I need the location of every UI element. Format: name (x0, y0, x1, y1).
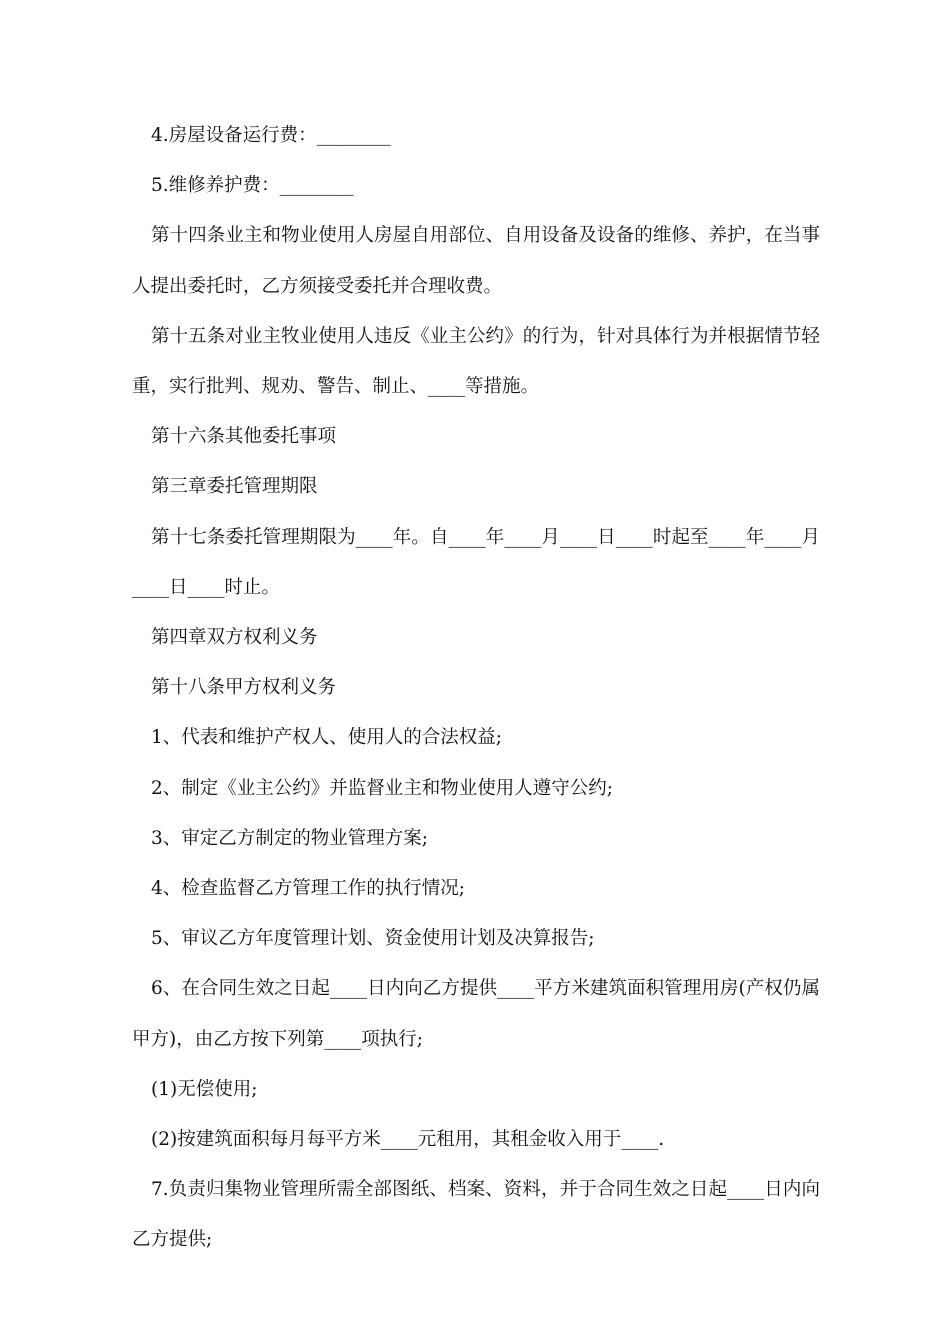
paragraph-maintenance-fee: 5.维修养护费：________ (151, 175, 354, 197)
list-subitem-2: (2)按建筑面积每月每平方米____元租用，其租金收入用于____. (151, 1129, 665, 1151)
list-subitem-1: (1)无偿使用; (151, 1078, 258, 1100)
paragraph-article-16: 第十六条其他委托事项 (151, 426, 337, 448)
list-item-7: 7.负责归集物业管理所需全部图纸、档案、资料，并于合同生效之日起____日内向乙方提供; (132, 1179, 820, 1251)
document-body (132, 111, 820, 1266)
list-item-1: 1、代表和维护产权人、使用人的合法权益; (151, 727, 503, 749)
list-item-3: 3、审定乙方制定的物业管理方案; (151, 827, 429, 849)
paragraph-article-18: 第十八条甲方权利义务 (151, 677, 337, 699)
chapter-heading-3: 第三章委托管理期限 (151, 476, 318, 498)
paragraph-article-17: 第十七条委托管理期限为____年。自____年____月____日____时起至____年____月____日____时止。 (132, 526, 820, 598)
list-item-6: 6、在合同生效之日起____日内向乙方提供____平方米建筑面积管理用房(产权仍属甲方)，由乙方按下列第____项执行; (132, 978, 820, 1050)
paragraph-equipment-operation-fee: 4.房屋设备运行费：________ (151, 125, 391, 146)
list-item-4: 4、检查监督乙方管理工作的执行情况; (151, 878, 466, 900)
list-item-5: 5、审议乙方年度管理计划、资金使用计划及决算报告; (151, 928, 595, 950)
chapter-heading-4: 第四章双方权利义务 (151, 627, 318, 649)
list-item-2: 2、制定《业主公约》并监督业主和物业使用人遵守公约; (151, 777, 614, 799)
paragraph-article-14: 第十四条业主和物业使用人房屋自用部位、自用设备及设备的维修、养护，在当事人提出委托时，乙方须接受委托并合理收费。 (132, 225, 820, 297)
paragraph-article-15: 第十五条对业主牧业使用人违反《业主公约》的行为，针对具体行为并根据情节轻重，实行批判、规劝、警告、制止、____等措施。 (132, 325, 820, 398)
